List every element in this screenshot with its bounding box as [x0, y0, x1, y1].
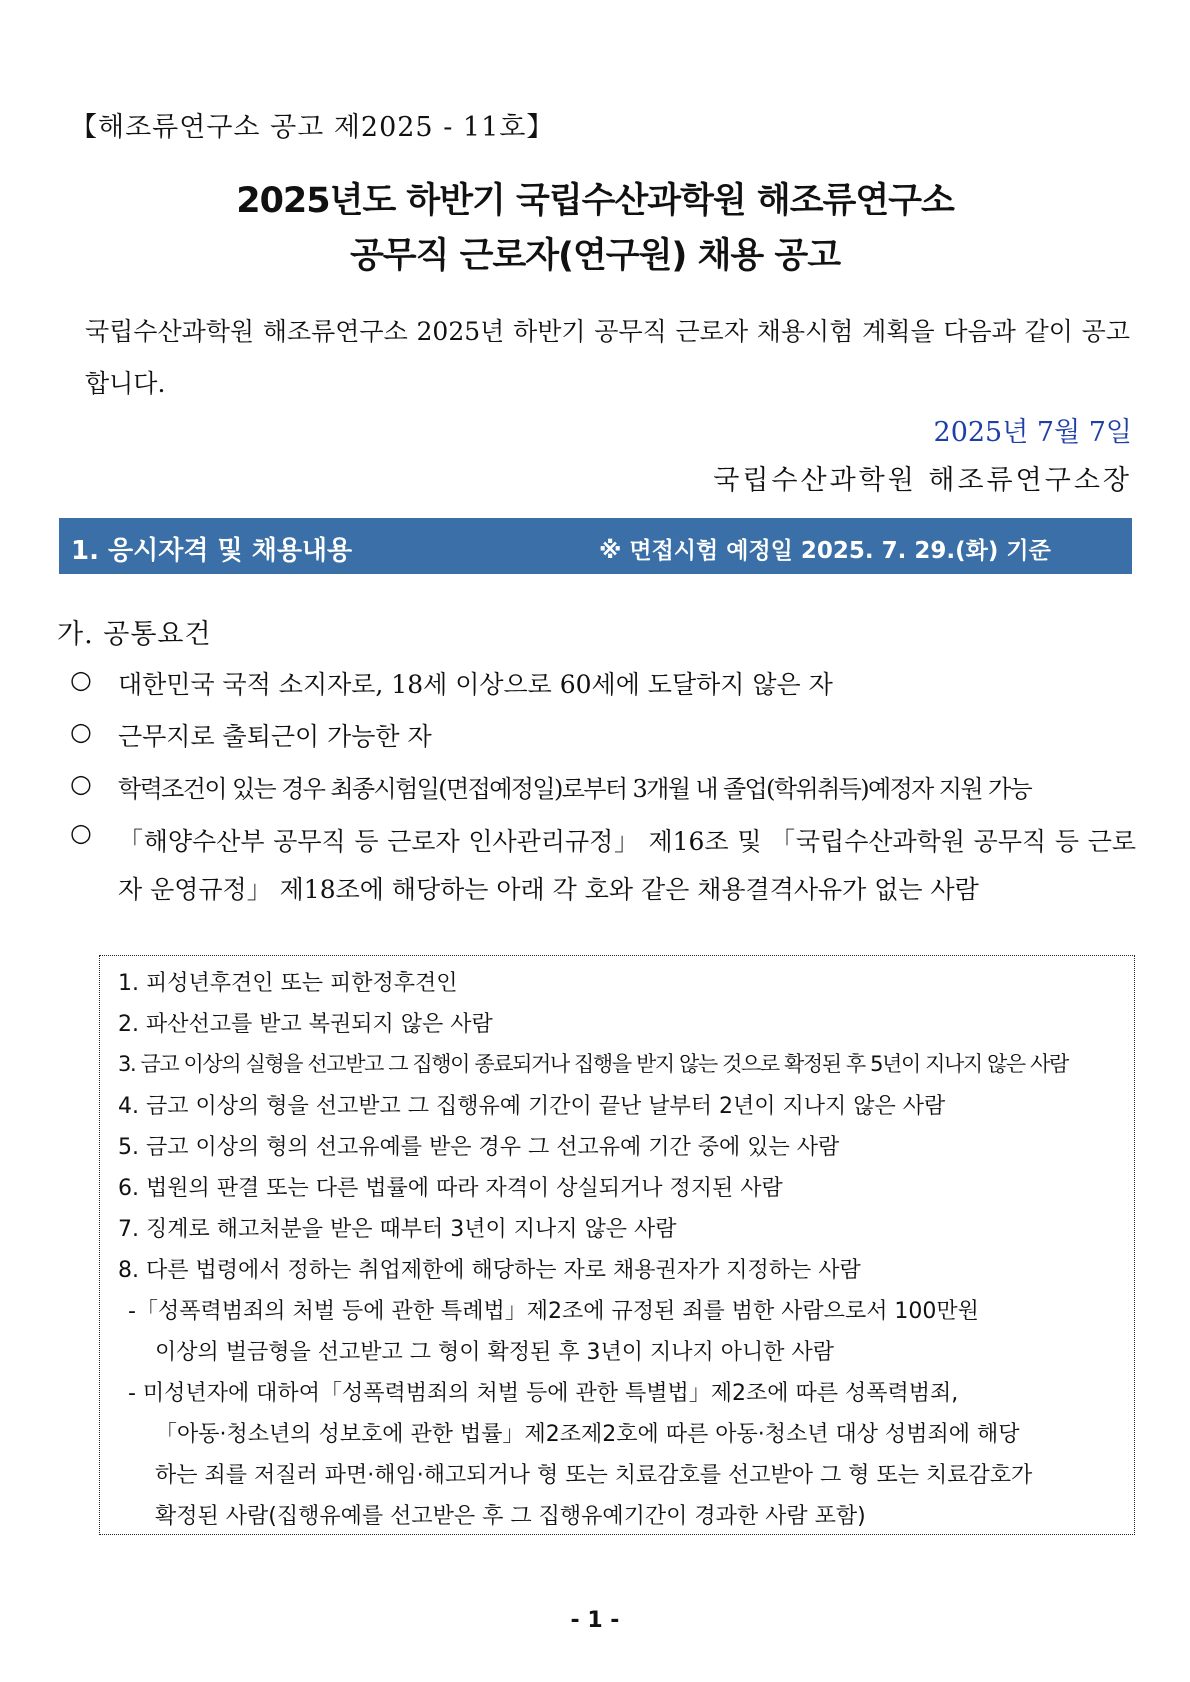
requirement-text: 대한민국 국적 소지자로, 18세 이상으로 60세에 도달하지 않은 자	[118, 670, 833, 699]
page-title-line1: 2025년도 하반기 국립수산과학원 해조류연구소	[236, 181, 954, 221]
page-number: - 1 -	[570, 1608, 620, 1633]
intro-paragraph: 국립수산과학원 해조류연구소 2025년 하반기 공무직 근로자 채용시험 계획을 다음과 같이 공고합니다.	[85, 317, 1130, 398]
disqualification-item: 5. 금고 이상의 형의 선고유예를 받은 경우 그 선고유예 기간 중에 있는 사람	[118, 1135, 840, 1160]
disqualification-subitem-cont: 하는 죄를 저질러 파면·해임·해고되거나 형 또는 치료감호를 선고받아 그 형 또는 치료감호가	[155, 1463, 1033, 1488]
circle-bullet-icon: ○	[70, 769, 92, 798]
disqualification-subitem-cont: 「아동·청소년의 성보호에 관한 법률」제2조제2호에 따른 아동·청소년 대상 성범죄에 해당	[155, 1422, 1020, 1447]
disqualification-item: 4. 금고 이상의 형을 선고받고 그 집행유예 기간이 끝난 날부터 2년이 지나지 않은 사람	[118, 1094, 946, 1119]
section-note: ※ 면접시험 예정일 2025. 7. 29.(화) 기준	[599, 538, 1051, 564]
disqualification-item: 8. 다른 법령에서 정하는 취업제한에 해당하는 자로 채용권자가 지정하는 사람	[118, 1258, 861, 1283]
disqualification-item: 1. 피성년후견인 또는 피한정후견인	[118, 971, 458, 996]
disqualification-subitem-cont: 이상의 벌금형을 선고받고 그 형이 확정된 후 3년이 지나지 아니한 사람	[155, 1340, 834, 1365]
disqualification-item: 7. 징계로 해고처분을 받은 때부터 3년이 지나지 않은 사람	[118, 1217, 677, 1242]
circle-bullet-icon: ○	[70, 665, 92, 694]
section-title: 1. 응시자격 및 채용내용	[71, 536, 353, 566]
page-title-line2: 공무직 근로자(연구원) 채용 공고	[349, 236, 841, 276]
requirement-text: 학력조건이 있는 경우 최종시험일(면접예정일)로부터 3개월 내 졸업(학위취득)예정자 지원 가능	[118, 775, 1032, 803]
disqualification-item: 3. 금고 이상의 실형을 선고받고 그 집행이 종료되거나 집행을 받지 않는 것으로 확정된 후 5년이 지나지 않은 사람	[118, 1052, 1068, 1076]
notice-number: 【해조류연구소 공고 제2025 - 11호】	[70, 112, 555, 143]
disqualification-item: 6. 법원의 판결 또는 다른 법률에 따라 자격이 상실되거나 정지된 사람	[118, 1176, 783, 1201]
disqualification-box	[99, 955, 1135, 1535]
issuer-name: 국립수산과학원 해조류연구소장	[713, 465, 1132, 496]
disqualification-item: 2. 파산선고를 받고 복권되지 않은 사람	[118, 1012, 493, 1037]
circle-bullet-icon: ○	[70, 717, 92, 746]
requirement-text: 근무지로 출퇴근이 가능한 자	[118, 722, 432, 751]
sub-heading-common-requirements: 가. 공통요건	[57, 619, 212, 650]
section-header-bar	[59, 518, 1132, 574]
notice-date: 2025년 7월 7일	[933, 417, 1132, 448]
requirement-text: 「해양수산부 공무직 등 근로자 인사관리규정」 제16조 및 「국립수산과학원 공무직 등 근로자 운영규정」 제18조에 해당하는 아래 각 호와 같은 채용결격사유가 없는 사람	[118, 827, 1136, 904]
disqualification-subitem-cont: 확정된 사람(집행유예를 선고받은 후 그 집행유예기간이 경과한 사람 포함)	[155, 1504, 866, 1529]
disqualification-subitem: - 미성년자에 대하여「성폭력범죄의 처벌 등에 관한 특별법」제2조에 따른 성폭력범죄,	[128, 1381, 959, 1406]
disqualification-subitem: -「성폭력범죄의 처벌 등에 관한 특례법」제2조에 규정된 죄를 범한 사람으로서 100만원	[128, 1299, 979, 1324]
circle-bullet-icon: ○	[70, 818, 92, 847]
